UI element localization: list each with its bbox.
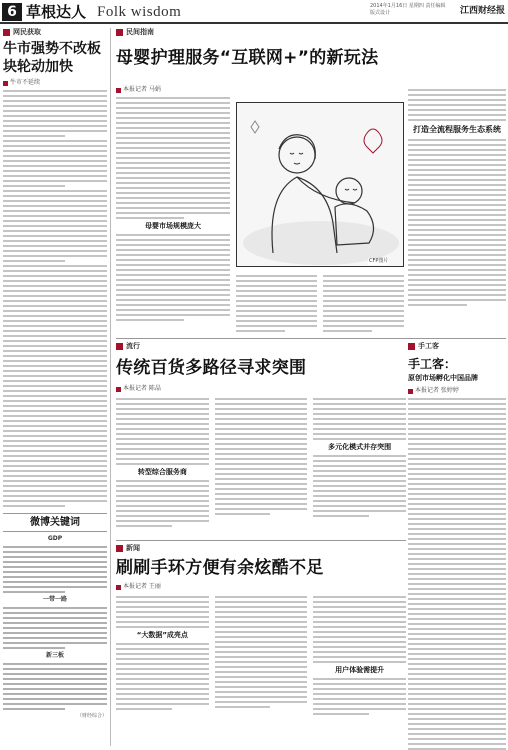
article-subhead: 用户体验需提升	[335, 666, 385, 674]
square-icon	[116, 343, 123, 350]
mother-baby-illustration	[237, 103, 404, 267]
masthead	[0, 0, 508, 24]
article-subhead: 转型综合服务商	[137, 468, 187, 476]
left-subhead: 牛市不延续	[3, 79, 107, 87]
article-department-stores	[116, 342, 406, 530]
article1-body-bottom	[236, 272, 404, 335]
article-tag: 流行	[116, 342, 406, 351]
article-fitness-band	[116, 544, 406, 718]
square-icon	[116, 88, 121, 93]
square-icon	[408, 343, 415, 350]
photo-caption: CFP图片	[369, 258, 389, 264]
article-tag: 新闻	[116, 544, 406, 553]
weibo-item: 一带一路	[42, 596, 67, 603]
article-headline: 传统百货多路径寻求突围	[116, 358, 307, 378]
article-headline: 刷刷手环方便有余炫酷不足	[116, 558, 324, 578]
weibo-body-text	[3, 663, 107, 710]
square-icon	[3, 29, 10, 36]
square-icon	[116, 545, 123, 552]
square-icon	[116, 29, 123, 36]
weibo-body-text	[3, 546, 107, 593]
article-photo	[236, 102, 404, 267]
article-byline: 本报记者 王丽	[116, 583, 406, 591]
article-subhead: 母婴市场规模庞大	[145, 222, 201, 230]
page-number: 6	[2, 3, 22, 21]
article-headline: 手工客：	[408, 357, 457, 371]
square-icon	[116, 387, 121, 392]
article1-body-right	[408, 86, 506, 309]
article-byline: 本报记者 张婷婷	[408, 387, 506, 395]
square-icon	[116, 585, 121, 590]
article-maternal-care	[116, 28, 404, 69]
square-icon	[408, 389, 413, 394]
article-subhead: “大数据”成亮点	[136, 631, 188, 639]
weibo-keywords-title: 微博关键词	[3, 513, 107, 532]
article-byline: 本报记者 马娟	[116, 86, 230, 94]
section-divider	[116, 338, 506, 339]
article-subtitle: 原创市场孵化中国品牌	[408, 374, 478, 382]
handicraft-article	[408, 342, 506, 750]
left-headline: 牛市强势不改板块轮动加快	[3, 41, 101, 75]
article-subhead: 打造全流程服务生态系统	[413, 125, 501, 134]
left-column	[3, 28, 107, 746]
article1-body-left	[116, 86, 230, 324]
article-tag: 手工客	[408, 342, 506, 351]
column-divider	[110, 28, 111, 746]
article-byline: 本报记者 陈晶	[116, 385, 406, 393]
article-tag: 民间指南	[116, 28, 404, 37]
article-subhead: 多元化模式并存突围	[328, 443, 392, 451]
square-icon	[3, 81, 8, 86]
issue-meta: 2014年1月16日 星期四 责任编辑 版式设计	[370, 3, 446, 16]
section-title-english: Folk wisdom	[97, 4, 182, 20]
weibo-item: 新三板	[45, 652, 64, 659]
weibo-body-text	[3, 607, 107, 649]
weibo-signature: （财经综合）	[76, 713, 107, 719]
section-divider	[116, 540, 406, 541]
left-tag: 网民获取	[3, 28, 107, 37]
newspaper-name: 江西财经报	[459, 6, 505, 16]
article-headline: 母婴护理服务“互联网+”的新玩法	[116, 48, 379, 68]
left-body-text	[3, 90, 107, 507]
weibo-item: GDP	[47, 535, 63, 542]
section-title: 草根达人	[26, 3, 87, 21]
